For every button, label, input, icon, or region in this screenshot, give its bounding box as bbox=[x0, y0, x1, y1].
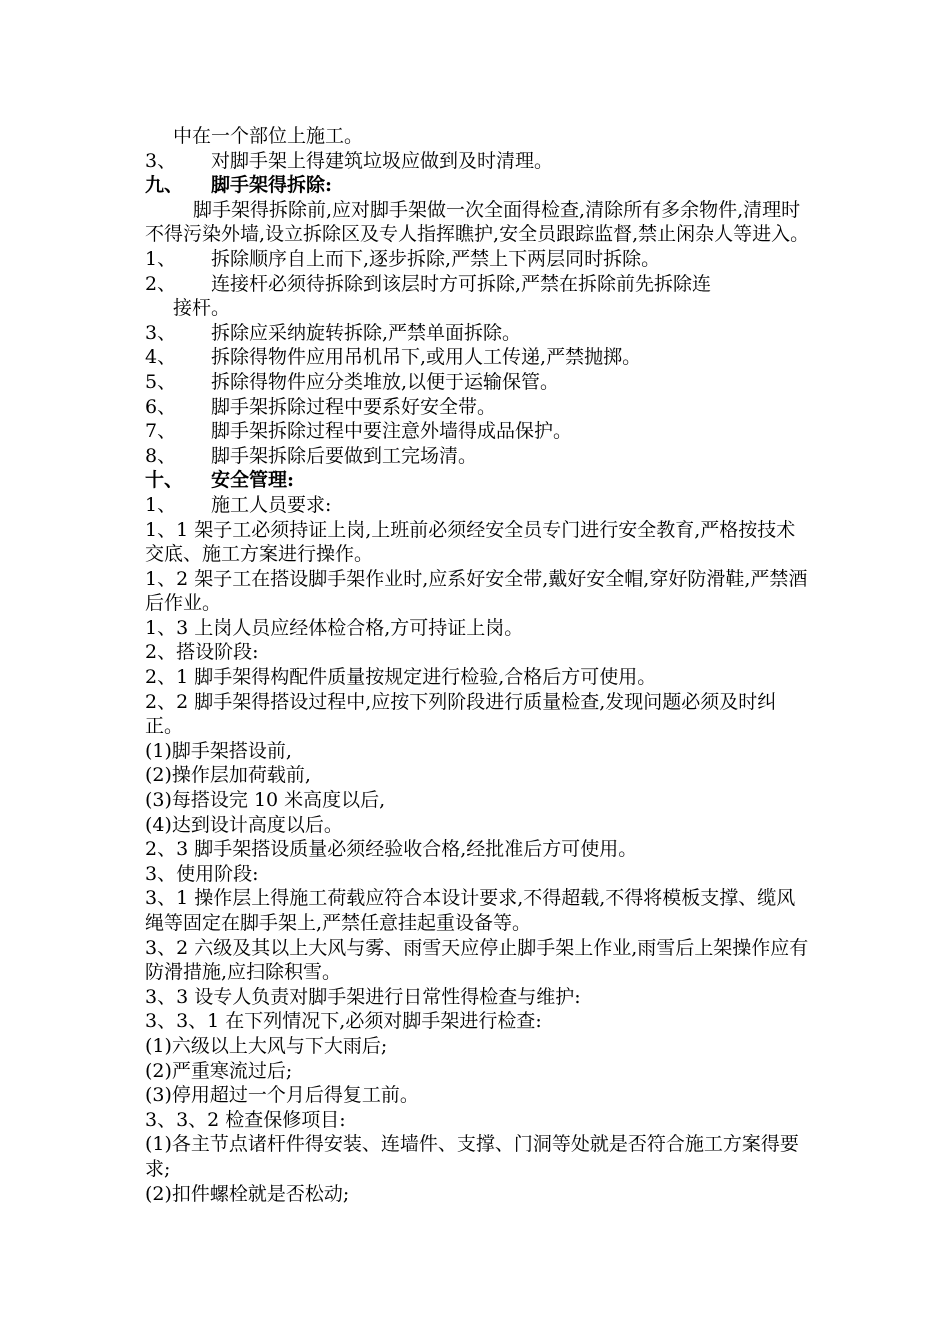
list-item bbox=[145, 493, 810, 518]
sub-clause: (1)脚手架搭设前, bbox=[145, 739, 292, 762]
clause: 2、1 脚手架得构配件质量按规定进行检验,合格后方可使用。 bbox=[145, 666, 657, 689]
sub-clause: (3)停用超过一个月后得复工前。 bbox=[145, 1084, 419, 1107]
section-heading-9 bbox=[145, 173, 810, 198]
list-text: 拆除得物件应用吊机吊下,或用人工传递,严禁抛掷。 bbox=[211, 346, 642, 369]
list-text: 对脚手架上得建筑垃圾应做到及时清理。 bbox=[211, 149, 554, 172]
clause: 1、1 架子工必须持证上岗,上班前必须经安全员专门进行安全教育,严格按技术交底、施工方案进行操作。 bbox=[145, 518, 796, 566]
list-number: 5、 bbox=[145, 370, 177, 393]
list-item bbox=[145, 149, 810, 174]
clause: 3、2 六级及其以上大风与雾、雨雪天应停止脚手架上作业,雨雪后上架操作应有防滑措施,应扫除积雪。 bbox=[145, 936, 809, 984]
heading-number: 九、 bbox=[145, 174, 184, 197]
document-body bbox=[145, 124, 810, 1206]
list-item bbox=[145, 419, 810, 444]
clause: 3、3 设专人负责对脚手架进行日常性得检查与维护: bbox=[145, 985, 581, 1008]
list-text: 施工人员要求: bbox=[211, 493, 332, 516]
list-item bbox=[145, 444, 810, 469]
sub-clause: (4)达到设计高度以后。 bbox=[145, 813, 343, 836]
list-text: 连接杆必须待拆除到该层时方可拆除,严禁在拆除前先拆除连 bbox=[211, 272, 712, 295]
list-text: 拆除得物件应分类堆放,以便于运输保管。 bbox=[211, 370, 560, 393]
clause: 3、1 操作层上得施工荷载应符合本设计要求,不得超载,不得将模板支撑、缆风绳等固定在脚手架上,严禁任意挂起重设备等。 bbox=[145, 887, 796, 934]
clause: 2、3 脚手架搭设质量必须经验收合格,经批准后方可使用。 bbox=[145, 838, 638, 861]
list-item bbox=[145, 247, 810, 272]
list-text: 脚手架拆除过程中要系好安全带。 bbox=[211, 395, 497, 418]
section-heading-10 bbox=[145, 468, 810, 493]
clause: 3、3、2 检查保修项目: bbox=[145, 1108, 346, 1131]
paragraph: 脚手架得拆除前,应对脚手架做一次全面得检查,清除所有多余物件,清理时不得污染外墙,设立拆除区及专人指挥瞧护,安全员跟踪监督,禁止闲杂人等进入。 bbox=[145, 198, 810, 246]
list-item bbox=[145, 272, 810, 297]
list-number: 4、 bbox=[145, 346, 177, 369]
list-number: 8、 bbox=[145, 444, 177, 467]
clause: 2、2 脚手架得搭设过程中,应按下列阶段进行质量检查,发现问题必须及时纠正。 bbox=[145, 690, 777, 738]
heading-text: 安全管理: bbox=[211, 469, 295, 492]
sub-clause: (2)扣件螺栓就是否松动; bbox=[145, 1182, 350, 1205]
list-number: 7、 bbox=[145, 420, 177, 443]
clause: 3、3、1 在下列情况下,必须对脚手架进行检查: bbox=[145, 1010, 542, 1033]
list-number: 3、 bbox=[145, 149, 177, 172]
sub-clause: (2)严重寒流过后; bbox=[145, 1059, 293, 1082]
list-number: 1、 bbox=[145, 493, 177, 516]
list-text: 脚手架拆除后要做到工完场清。 bbox=[211, 444, 478, 467]
list-text-continuation: 接杆。 bbox=[173, 297, 231, 320]
list-text: 脚手架拆除过程中要注意外墙得成品保护。 bbox=[211, 420, 573, 443]
list-number: 1、 bbox=[145, 247, 177, 270]
list-number: 6、 bbox=[145, 395, 177, 418]
sub-clause: (3)每搭设完 10 米高度以后, bbox=[145, 789, 386, 812]
subsection-heading: 3、使用阶段: bbox=[145, 862, 259, 885]
paragraph-continuation: 中在一个部位上施工。 bbox=[173, 125, 364, 147]
clause: 1、2 架子工在搭设脚手架作业时,应系好安全带,戴好安全帽,穿好防滑鞋,严禁酒后作业。 bbox=[145, 567, 808, 615]
heading-text: 脚手架得拆除: bbox=[211, 174, 333, 197]
list-item bbox=[145, 370, 810, 395]
subsection-heading: 2、搭设阶段: bbox=[145, 641, 259, 664]
list-text: 拆除顺序自上而下,逐步拆除,严禁上下两层同时拆除。 bbox=[211, 247, 661, 270]
list-number: 3、 bbox=[145, 321, 177, 344]
list-number: 2、 bbox=[145, 272, 177, 295]
list-item bbox=[145, 345, 810, 370]
clause: 1、3 上岗人员应经体检合格,方可持证上岗。 bbox=[145, 616, 524, 639]
list-text: 拆除应采纳旋转拆除,严禁单面拆除。 bbox=[211, 321, 522, 344]
sub-clause: (1)各主节点诸杆件得安装、连墙件、支撑、门洞等处就是否符合施工方案得要求; bbox=[145, 1133, 799, 1180]
heading-number: 十、 bbox=[145, 469, 184, 492]
list-item bbox=[145, 321, 810, 346]
list-item bbox=[145, 395, 810, 420]
sub-clause: (1)六级以上大风与下大雨后; bbox=[145, 1034, 388, 1057]
sub-clause: (2)操作层加荷载前, bbox=[145, 764, 311, 787]
